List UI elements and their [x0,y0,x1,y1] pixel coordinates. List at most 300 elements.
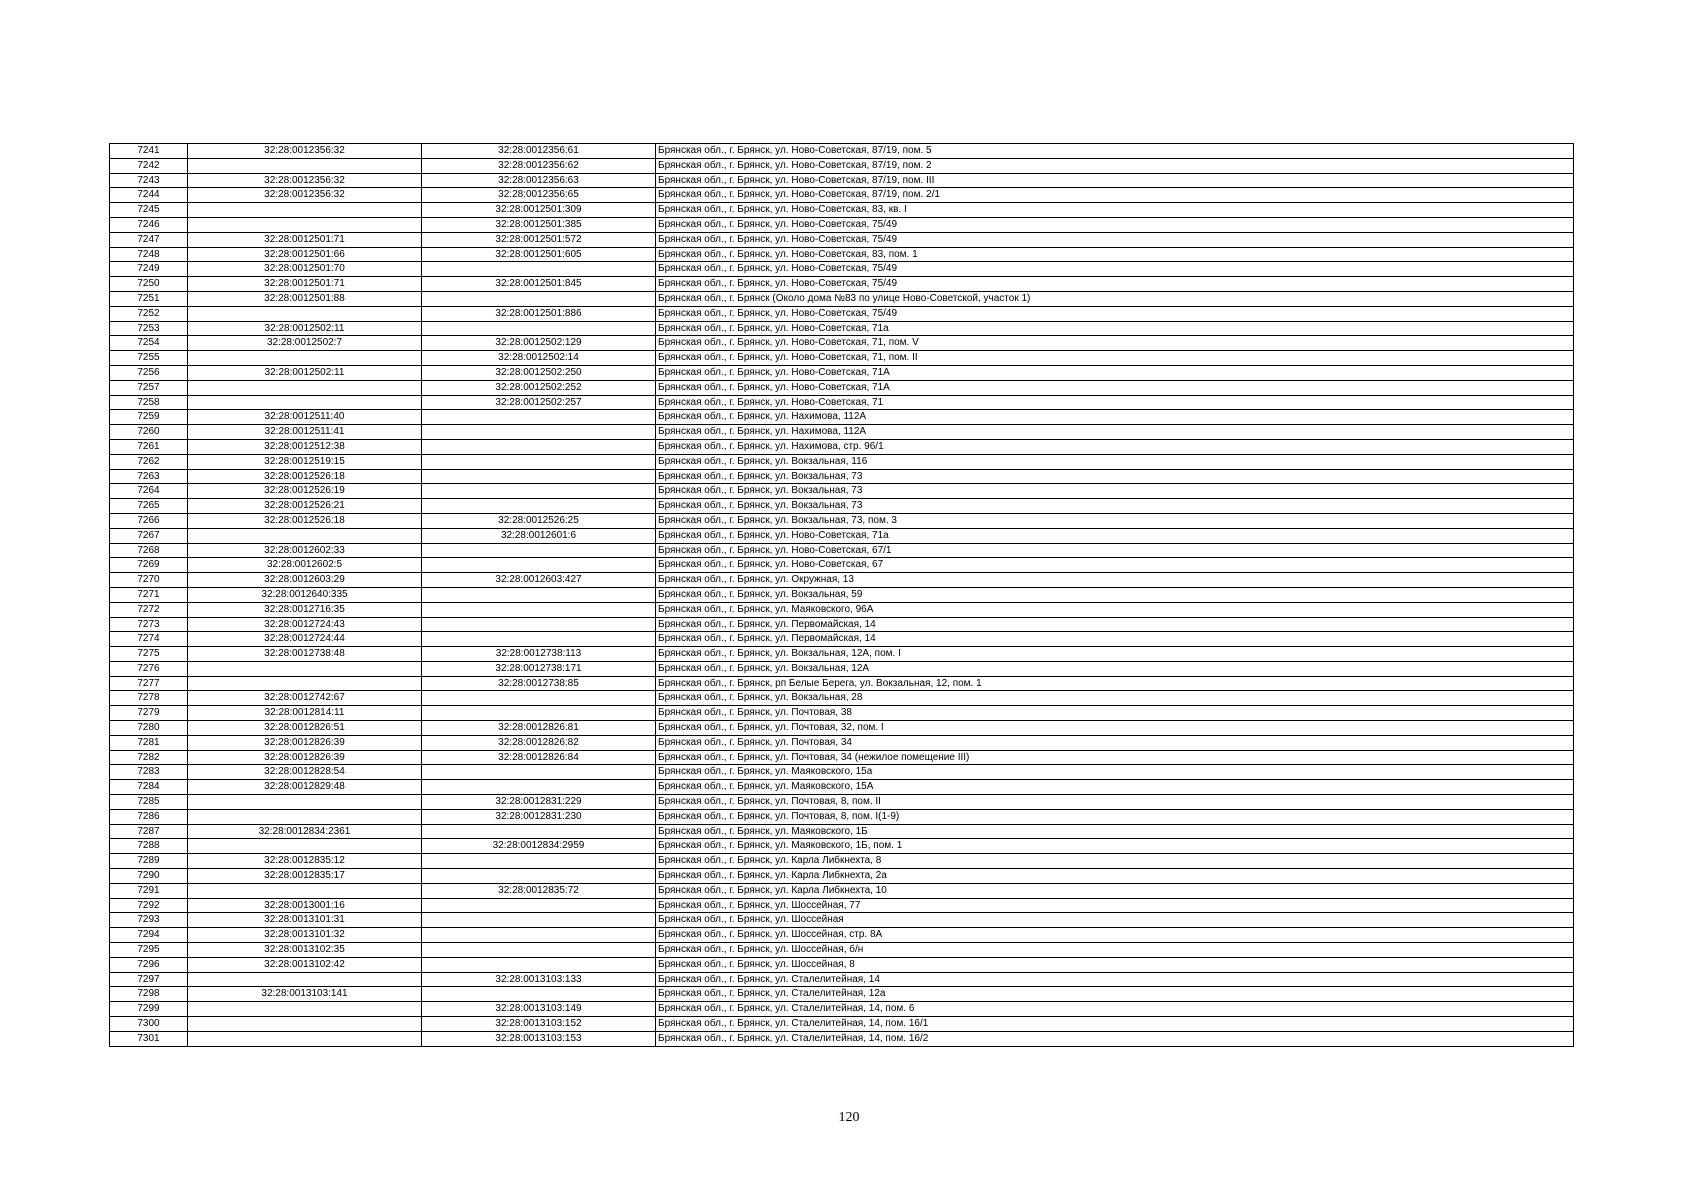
address-cell: Брянская обл., г. Брянск, ул. Маяковского, 1Б [656,824,1574,839]
table-row [110,839,1574,854]
row-number-cell: 7265 [110,499,188,514]
row-number-cell: 7283 [110,765,188,780]
address-cell: Брянская обл., г. Брянск, ул. Шоссейная [656,913,1574,928]
cadastral-number-cell: 32:28:0012356:32 [188,173,422,188]
object-cadastral-number-cell [422,898,656,913]
address-cell: Брянская обл., г. Брянск (Около дома №83 по улице Ново-Советской, участок 1) [656,291,1574,306]
object-cadastral-number-cell [422,869,656,884]
cadastral-number-cell: 32:28:0012356:32 [188,188,422,203]
object-cadastral-number-cell: 32:28:0012738:85 [422,676,656,691]
row-number-cell: 7298 [110,987,188,1002]
address-cell: Брянская обл., г. Брянск, ул. Ново-Советская, 87/19, пом. III [656,173,1574,188]
table-row [110,602,1574,617]
object-cadastral-number-cell [422,765,656,780]
address-cell: Брянская обл., г. Брянск, ул. Ново-Советская, 75/49 [656,217,1574,232]
cadastral-number-cell: 32:28:0012603:29 [188,573,422,588]
table-row [110,365,1574,380]
object-cadastral-number-cell: 32:28:0013103:152 [422,1017,656,1032]
row-number-cell: 7296 [110,957,188,972]
table-row [110,691,1574,706]
object-cadastral-number-cell: 32:28:0012356:62 [422,158,656,173]
object-cadastral-number-cell [422,499,656,514]
table-row [110,676,1574,691]
table-row [110,706,1574,721]
cadastral-number-cell: 32:28:0012511:41 [188,425,422,440]
table-row [110,395,1574,410]
cadastral-number-cell [188,306,422,321]
address-cell: Брянская обл., г. Брянск, ул. Нахимова, 112А [656,425,1574,440]
row-number-cell: 7258 [110,395,188,410]
address-cell: Брянская обл., г. Брянск, ул. Маяковского, 15а [656,765,1574,780]
cadastral-number-cell: 32:28:0012834:2361 [188,824,422,839]
row-number-cell: 7255 [110,351,188,366]
address-cell: Брянская обл., г. Брянск, ул. Вокзальная, 59 [656,587,1574,602]
address-cell: Брянская обл., г. Брянск, ул. Ново-Советская, 71а [656,321,1574,336]
object-cadastral-number-cell: 32:28:0012502:257 [422,395,656,410]
address-cell: Брянская обл., г. Брянск, ул. Ново-Советская, 87/19, пом. 2/1 [656,188,1574,203]
table-row [110,351,1574,366]
table-row [110,380,1574,395]
cadastral-number-cell: 32:28:0012835:12 [188,854,422,869]
row-number-cell: 7282 [110,750,188,765]
table-row [110,854,1574,869]
page-number: 120 [838,1110,860,1125]
row-number-cell: 7295 [110,943,188,958]
table-row [110,913,1574,928]
address-cell: Брянская обл., г. Брянск, ул. Ново-Советская, 87/19, пом. 2 [656,158,1574,173]
row-number-cell: 7289 [110,854,188,869]
address-cell: Брянская обл., г. Брянск, ул. Вокзальная, 73, пом. 3 [656,513,1574,528]
row-number-cell: 7290 [110,869,188,884]
row-number-cell: 7301 [110,1031,188,1046]
address-cell: Брянская обл., г. Брянск, ул. Окружная, 13 [656,573,1574,588]
row-number-cell: 7276 [110,661,188,676]
object-cadastral-number-cell: 32:28:0012501:572 [422,232,656,247]
cadastral-number-cell [188,158,422,173]
cadastral-number-cell: 32:28:0013102:42 [188,957,422,972]
cadastral-number-cell: 32:28:0013101:32 [188,928,422,943]
object-cadastral-number-cell: 32:28:0012501:845 [422,277,656,292]
row-number-cell: 7268 [110,543,188,558]
address-cell: Брянская обл., г. Брянск, ул. Нахимова, стр. 96/1 [656,439,1574,454]
address-cell: Брянская обл., г. Брянск, ул. Карла Либкнехта, 2а [656,869,1574,884]
document-table [109,143,1574,1047]
row-number-cell: 7250 [110,277,188,292]
object-cadastral-number-cell: 32:28:0012502:129 [422,336,656,351]
row-number-cell: 7273 [110,617,188,632]
cadastral-number-cell: 32:28:0012724:43 [188,617,422,632]
object-cadastral-number-cell: 32:28:0012831:229 [422,795,656,810]
object-cadastral-number-cell [422,321,656,336]
row-number-cell: 7245 [110,203,188,218]
object-cadastral-number-cell [422,469,656,484]
table-row [110,188,1574,203]
row-number-cell: 7264 [110,484,188,499]
object-cadastral-number-cell: 32:28:0012831:230 [422,809,656,824]
cadastral-number-cell [188,839,422,854]
table-row [110,262,1574,277]
address-cell: Брянская обл., г. Брянск, ул. Вокзальная, 28 [656,691,1574,706]
table-row [110,321,1574,336]
address-cell: Брянская обл., г. Брянск, ул. Ново-Советская, 71а [656,528,1574,543]
table-row [110,203,1574,218]
object-cadastral-number-cell [422,632,656,647]
cadastral-number-cell: 32:28:0012829:48 [188,780,422,795]
table-row [110,587,1574,602]
cadastral-number-cell: 32:28:0012828:54 [188,765,422,780]
cadastral-number-cell: 32:28:0012602:5 [188,558,422,573]
address-cell: Брянская обл., г. Брянск, ул. Почтовая, 8, пом. I(1-9) [656,809,1574,824]
row-number-cell: 7275 [110,647,188,662]
row-number-cell: 7291 [110,883,188,898]
table-row [110,277,1574,292]
address-cell: Брянская обл., г. Брянск, ул. Ново-Советская, 67 [656,558,1574,573]
row-number-cell: 7267 [110,528,188,543]
table-row [110,780,1574,795]
row-number-cell: 7246 [110,217,188,232]
cadastral-number-cell: 32:28:0012716:35 [188,602,422,617]
row-number-cell: 7292 [110,898,188,913]
row-number-cell: 7299 [110,1002,188,1017]
address-cell: Брянская обл., г. Брянск, ул. Вокзальная, 73 [656,469,1574,484]
table-row [110,543,1574,558]
cadastral-number-cell: 32:28:0012640:335 [188,587,422,602]
table-row [110,765,1574,780]
table-row [110,439,1574,454]
object-cadastral-number-cell: 32:28:0012501:605 [422,247,656,262]
table-row [110,158,1574,173]
row-number-cell: 7259 [110,410,188,425]
address-cell: Брянская обл., г. Брянск, ул. Ново-Советская, 71, пом. V [656,336,1574,351]
address-cell: Брянская обл., г. Брянск, ул. Шоссейная, стр. 8А [656,928,1574,943]
address-cell: Брянская обл., г. Брянск, ул. Ново-Советская, 75/49 [656,262,1574,277]
address-cell: Брянская обл., г. Брянск, ул. Вокзальная, 12А [656,661,1574,676]
object-cadastral-number-cell: 32:28:0012526:25 [422,513,656,528]
row-number-cell: 7281 [110,735,188,750]
object-cadastral-number-cell [422,928,656,943]
row-number-cell: 7287 [110,824,188,839]
row-number-cell: 7297 [110,972,188,987]
object-cadastral-number-cell: 32:28:0012738:171 [422,661,656,676]
table-row [110,484,1574,499]
cadastral-number-cell: 32:28:0012835:17 [188,869,422,884]
table-row [110,647,1574,662]
table-row [110,1017,1574,1032]
cadastral-number-cell: 32:28:0012501:70 [188,262,422,277]
row-number-cell: 7300 [110,1017,188,1032]
row-number-cell: 7244 [110,188,188,203]
cadastral-number-cell [188,1017,422,1032]
cadastral-number-cell [188,1031,422,1046]
table-row [110,144,1574,159]
address-cell: Брянская обл., г. Брянск, ул. Шоссейная, 8 [656,957,1574,972]
table-row [110,469,1574,484]
row-number-cell: 7254 [110,336,188,351]
object-cadastral-number-cell: 32:28:0012738:113 [422,647,656,662]
object-cadastral-number-cell [422,854,656,869]
object-cadastral-number-cell [422,587,656,602]
object-cadastral-number-cell [422,780,656,795]
table-row [110,1031,1574,1046]
row-number-cell: 7277 [110,676,188,691]
row-number-cell: 7251 [110,291,188,306]
address-cell: Брянская обл., г. Брянск, ул. Почтовая, 34 [656,735,1574,750]
cadastral-number-cell [188,795,422,810]
object-cadastral-number-cell: 32:28:0012601:6 [422,528,656,543]
object-cadastral-number-cell: 32:28:0012603:427 [422,573,656,588]
object-cadastral-number-cell [422,262,656,277]
object-cadastral-number-cell: 32:28:0012826:81 [422,721,656,736]
cadastral-number-cell [188,528,422,543]
address-cell: Брянская обл., г. Брянск, ул. Ново-Советская, 83, кв. I [656,203,1574,218]
cadastral-number-cell [188,809,422,824]
address-cell: Брянская обл., г. Брянск, ул. Первомайская, 14 [656,617,1574,632]
row-number-cell: 7252 [110,306,188,321]
table-row [110,943,1574,958]
address-cell: Брянская обл., г. Брянск, ул. Сталелитейная, 14, пом. 6 [656,1002,1574,1017]
cadastral-number-cell: 32:28:0013103:141 [188,987,422,1002]
table-row [110,617,1574,632]
table-row [110,247,1574,262]
cadastral-number-cell: 32:28:0012724:44 [188,632,422,647]
table-row [110,632,1574,647]
object-cadastral-number-cell [422,291,656,306]
cadastral-number-cell: 32:28:0012502:11 [188,365,422,380]
table-row [110,558,1574,573]
object-cadastral-number-cell: 32:28:0012835:72 [422,883,656,898]
table-row [110,972,1574,987]
object-cadastral-number-cell: 32:28:0012826:82 [422,735,656,750]
table-row [110,750,1574,765]
object-cadastral-number-cell [422,706,656,721]
address-cell: Брянская обл., г. Брянск, ул. Маяковского, 15А [656,780,1574,795]
object-cadastral-number-cell [422,454,656,469]
cadastral-number-cell [188,203,422,218]
cadastral-number-cell: 32:28:0012501:71 [188,277,422,292]
object-cadastral-number-cell [422,484,656,499]
object-cadastral-number-cell: 32:28:0012834:2959 [422,839,656,854]
object-cadastral-number-cell [422,824,656,839]
object-cadastral-number-cell [422,410,656,425]
cadastral-number-cell: 32:28:0012501:66 [188,247,422,262]
row-number-cell: 7243 [110,173,188,188]
address-cell: Брянская обл., г. Брянск, ул. Карла Либкнехта, 10 [656,883,1574,898]
cadastral-number-cell: 32:28:0013001:16 [188,898,422,913]
table-row [110,928,1574,943]
table-row [110,528,1574,543]
cadastral-number-cell: 32:28:0012738:48 [188,647,422,662]
table-row [110,735,1574,750]
address-cell: Брянская обл., г. Брянск, ул. Сталелитейная, 14, пом. 16/2 [656,1031,1574,1046]
table-row [110,410,1574,425]
table-row [110,1002,1574,1017]
row-number-cell: 7242 [110,158,188,173]
table-row [110,824,1574,839]
cadastral-number-cell: 32:28:0012501:71 [188,232,422,247]
object-cadastral-number-cell: 32:28:0012501:886 [422,306,656,321]
object-cadastral-number-cell: 32:28:0012502:250 [422,365,656,380]
table-row [110,987,1574,1002]
cadastral-number-cell: 32:28:0012501:88 [188,291,422,306]
row-number-cell: 7241 [110,144,188,159]
object-cadastral-number-cell [422,602,656,617]
row-number-cell: 7278 [110,691,188,706]
cadastral-number-cell: 32:28:0012526:21 [188,499,422,514]
address-cell: Брянская обл., г. Брянск, ул. Ново-Советская, 71А [656,380,1574,395]
cadastral-number-cell [188,661,422,676]
cadastral-number-cell [188,972,422,987]
cadastral-number-cell: 32:28:0012526:18 [188,513,422,528]
table-body [110,144,1574,1047]
row-number-cell: 7249 [110,262,188,277]
table-row [110,499,1574,514]
cadastral-number-cell: 32:28:0012826:51 [188,721,422,736]
cadastral-number-cell: 32:28:0012519:15 [188,454,422,469]
row-number-cell: 7269 [110,558,188,573]
object-cadastral-number-cell [422,439,656,454]
address-cell: Брянская обл., г. Брянск, ул. Ново-Советская, 71, пом. II [656,351,1574,366]
address-cell: Брянская обл., г. Брянск, ул. Первомайская, 14 [656,632,1574,647]
object-cadastral-number-cell: 32:28:0012356:65 [422,188,656,203]
table-row [110,869,1574,884]
address-cell: Брянская обл., г. Брянск, ул. Почтовая, 8, пом. II [656,795,1574,810]
row-number-cell: 7261 [110,439,188,454]
row-number-cell: 7260 [110,425,188,440]
cadastral-number-cell [188,883,422,898]
object-cadastral-number-cell: 32:28:0012356:63 [422,173,656,188]
row-number-cell: 7271 [110,587,188,602]
object-cadastral-number-cell: 32:28:0013103:153 [422,1031,656,1046]
table-row [110,291,1574,306]
object-cadastral-number-cell [422,943,656,958]
table-row [110,795,1574,810]
row-number-cell: 7285 [110,795,188,810]
address-cell: Брянская обл., г. Брянск, ул. Шоссейная, б/н [656,943,1574,958]
table-row [110,957,1574,972]
row-number-cell: 7279 [110,706,188,721]
cadastral-number-cell [188,217,422,232]
cadastral-number-cell: 32:28:0013102:35 [188,943,422,958]
address-cell: Брянская обл., г. Брянск, ул. Почтовая, 38 [656,706,1574,721]
object-cadastral-number-cell [422,617,656,632]
table-row [110,809,1574,824]
row-number-cell: 7272 [110,602,188,617]
address-cell: Брянская обл., г. Брянск, ул. Маяковского, 96А [656,602,1574,617]
row-number-cell: 7288 [110,839,188,854]
table-row [110,721,1574,736]
cadastral-number-cell: 32:28:0012502:7 [188,336,422,351]
row-number-cell: 7247 [110,232,188,247]
object-cadastral-number-cell: 32:28:0012826:84 [422,750,656,765]
cadastral-number-cell [188,1002,422,1017]
cadastral-number-cell [188,676,422,691]
row-number-cell: 7248 [110,247,188,262]
row-number-cell: 7257 [110,380,188,395]
row-number-cell: 7262 [110,454,188,469]
address-cell: Брянская обл., г. Брянск, ул. Сталелитейная, 14 [656,972,1574,987]
document-table-container [109,143,1573,1047]
table-row [110,513,1574,528]
address-cell: Брянская обл., г. Брянск, ул. Вокзальная, 73 [656,499,1574,514]
object-cadastral-number-cell [422,913,656,928]
table-row [110,217,1574,232]
cadastral-number-cell: 32:28:0012512:38 [188,439,422,454]
table-row [110,425,1574,440]
address-cell: Брянская обл., г. Брянск, ул. Почтовая, 32, пом. I [656,721,1574,736]
table-row [110,573,1574,588]
cadastral-number-cell: 32:28:0012826:39 [188,750,422,765]
cadastral-number-cell: 32:28:0012826:39 [188,735,422,750]
row-number-cell: 7253 [110,321,188,336]
address-cell: Брянская обл., г. Брянск, ул. Сталелитейная, 12а [656,987,1574,1002]
object-cadastral-number-cell: 32:28:0012501:309 [422,203,656,218]
object-cadastral-number-cell [422,543,656,558]
object-cadastral-number-cell [422,425,656,440]
table-row [110,661,1574,676]
object-cadastral-number-cell: 32:28:0013103:149 [422,1002,656,1017]
address-cell: Брянская обл., г. Брянск, ул. Вокзальная, 73 [656,484,1574,499]
address-cell: Брянская обл., г. Брянск, рп Белые Берега, ул. Вокзальная, 12, пом. 1 [656,676,1574,691]
object-cadastral-number-cell [422,558,656,573]
cadastral-number-cell [188,351,422,366]
row-number-cell: 7266 [110,513,188,528]
address-cell: Брянская обл., г. Брянск, ул. Ново-Советская, 75/49 [656,306,1574,321]
table-row [110,454,1574,469]
cadastral-number-cell: 32:28:0012814:11 [188,706,422,721]
table-row [110,232,1574,247]
table-row [110,306,1574,321]
address-cell: Брянская обл., г. Брянск, ул. Ново-Советская, 71А [656,365,1574,380]
address-cell: Брянская обл., г. Брянск, ул. Карла Либкнехта, 8 [656,854,1574,869]
row-number-cell: 7270 [110,573,188,588]
cadastral-number-cell: 32:28:0012742:67 [188,691,422,706]
object-cadastral-number-cell: 32:28:0012502:252 [422,380,656,395]
cadastral-number-cell: 32:28:0012356:32 [188,144,422,159]
cadastral-number-cell: 32:28:0012602:33 [188,543,422,558]
object-cadastral-number-cell: 32:28:0013103:133 [422,972,656,987]
cadastral-number-cell: 32:28:0012526:18 [188,469,422,484]
row-number-cell: 7293 [110,913,188,928]
object-cadastral-number-cell: 32:28:0012356:61 [422,144,656,159]
row-number-cell: 7284 [110,780,188,795]
table-row [110,898,1574,913]
row-number-cell: 7256 [110,365,188,380]
address-cell: Брянская обл., г. Брянск, ул. Ново-Советская, 71 [656,395,1574,410]
address-cell: Брянская обл., г. Брянск, ул. Вокзальная, 116 [656,454,1574,469]
address-cell: Брянская обл., г. Брянск, ул. Маяковского, 1Б, пом. 1 [656,839,1574,854]
object-cadastral-number-cell: 32:28:0012501:385 [422,217,656,232]
cadastral-number-cell: 32:28:0012502:11 [188,321,422,336]
address-cell: Брянская обл., г. Брянск, ул. Ново-Советская, 87/19, пом. 5 [656,144,1574,159]
row-number-cell: 7280 [110,721,188,736]
row-number-cell: 7263 [110,469,188,484]
address-cell: Брянская обл., г. Брянск, ул. Почтовая, 34 (нежилое помещение III) [656,750,1574,765]
table-row [110,173,1574,188]
table-row [110,336,1574,351]
cadastral-number-cell: 32:28:0012511:40 [188,410,422,425]
cadastral-number-cell [188,380,422,395]
row-number-cell: 7274 [110,632,188,647]
address-cell: Брянская обл., г. Брянск, ул. Ново-Советская, 83, пом. 1 [656,247,1574,262]
object-cadastral-number-cell [422,691,656,706]
object-cadastral-number-cell [422,987,656,1002]
cadastral-number-cell: 32:28:0012526:19 [188,484,422,499]
address-cell: Брянская обл., г. Брянск, ул. Вокзальная, 12А, пом. I [656,647,1574,662]
address-cell: Брянская обл., г. Брянск, ул. Сталелитейная, 14, пом. 16/1 [656,1017,1574,1032]
object-cadastral-number-cell: 32:28:0012502:14 [422,351,656,366]
address-cell: Брянская обл., г. Брянск, ул. Ново-Советская, 67/1 [656,543,1574,558]
table-row [110,883,1574,898]
